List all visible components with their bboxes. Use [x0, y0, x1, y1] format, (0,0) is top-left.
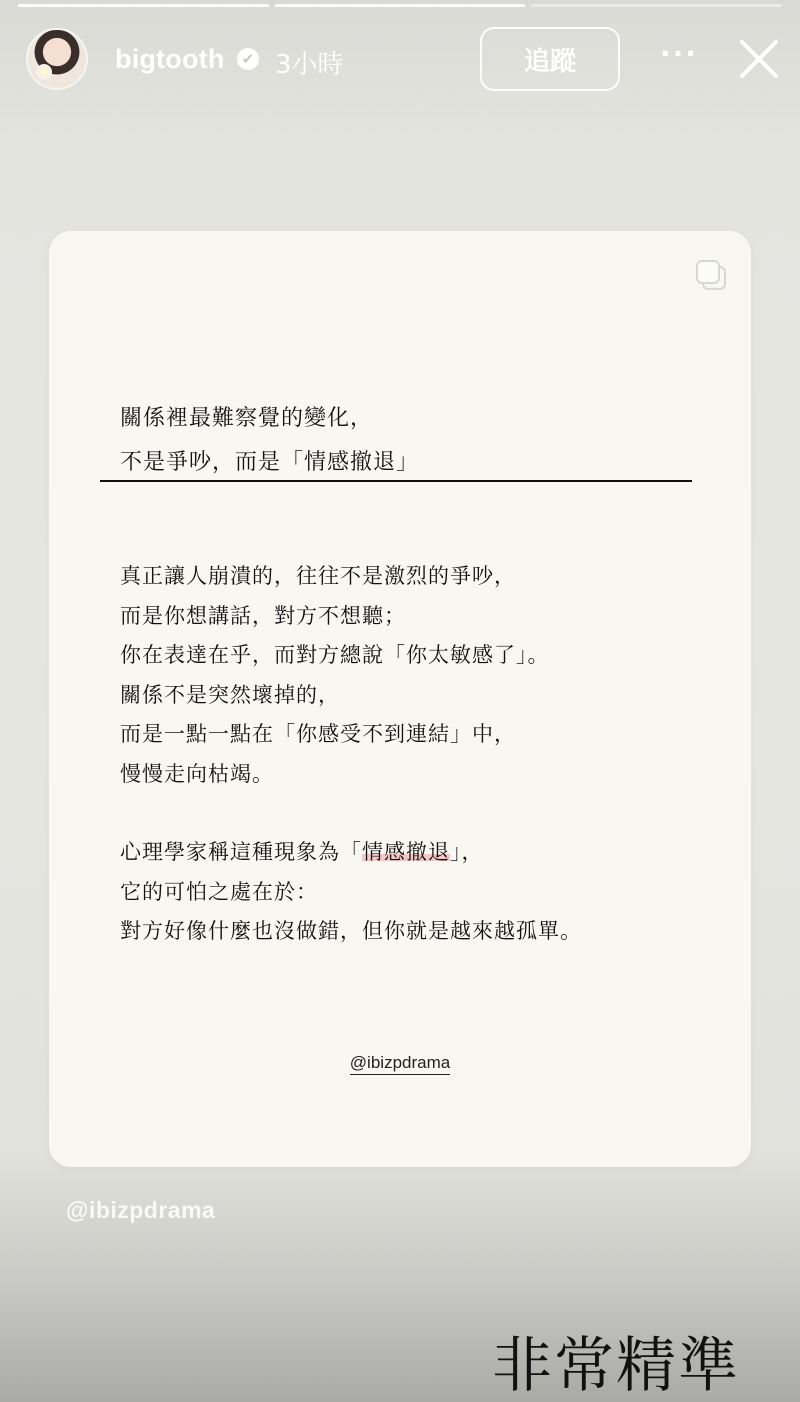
more-icon[interactable]: ···: [660, 37, 698, 70]
progress-fill: [275, 4, 526, 7]
progress-segment: [531, 4, 782, 7]
highlighted-term: 情感撤退: [362, 840, 450, 864]
body-line: 對方好像什麼也沒做錯，但你就是越來越孤單。: [120, 919, 582, 943]
card-paragraph-2: [120, 833, 582, 952]
card-body: [120, 557, 550, 794]
body-line: [120, 833, 582, 873]
close-icon[interactable]: [736, 36, 782, 82]
divider: [100, 480, 692, 482]
avatar[interactable]: [26, 28, 88, 90]
body-line: 它的可怕之處在於：: [120, 879, 318, 904]
story-header: [0, 26, 800, 96]
progress-segment: [18, 4, 269, 7]
story-progress-bar: [18, 4, 782, 7]
body-line: 你在表達在乎，而對方總說「你太敏感了」。: [120, 643, 550, 667]
quote-card: [49, 231, 751, 1167]
verified-icon: ✔: [237, 48, 259, 70]
heading-line: 不是爭吵，而是「情感撤退」: [120, 450, 420, 475]
post-time: 3小時: [275, 50, 344, 80]
follow-button[interactable]: 追蹤: [480, 27, 620, 91]
text-segment: 」，: [450, 840, 484, 864]
heading-line: 關係裡最難察覺的變化，: [120, 406, 374, 431]
body-line: 慢慢走向枯竭。: [120, 761, 274, 786]
body-line: 而是你想講話，對方不想聽；: [120, 603, 406, 628]
mention-sticker[interactable]: @ibizpdrama: [66, 1197, 216, 1223]
body-line: 關係不是突然壞掉的，: [120, 682, 340, 707]
text-segment: 心理學家稱這種現象為「: [120, 840, 362, 864]
username[interactable]: bigtooth: [115, 44, 225, 74]
progress-fill: [18, 4, 269, 7]
story-caption: 非常精準: [492, 1331, 740, 1401]
copy-icon: [693, 257, 729, 293]
body-line: 而是一點一點在「你感受不到連結」中，: [120, 722, 516, 746]
avatar-flower: [36, 64, 52, 80]
progress-segment: [275, 4, 526, 7]
card-heading: [120, 397, 419, 485]
body-line: 真正讓人崩潰的，往往不是激烈的爭吵，: [120, 564, 516, 588]
handle-text[interactable]: @ibizpdrama: [350, 1053, 450, 1075]
card-handle: [49, 1053, 751, 1073]
